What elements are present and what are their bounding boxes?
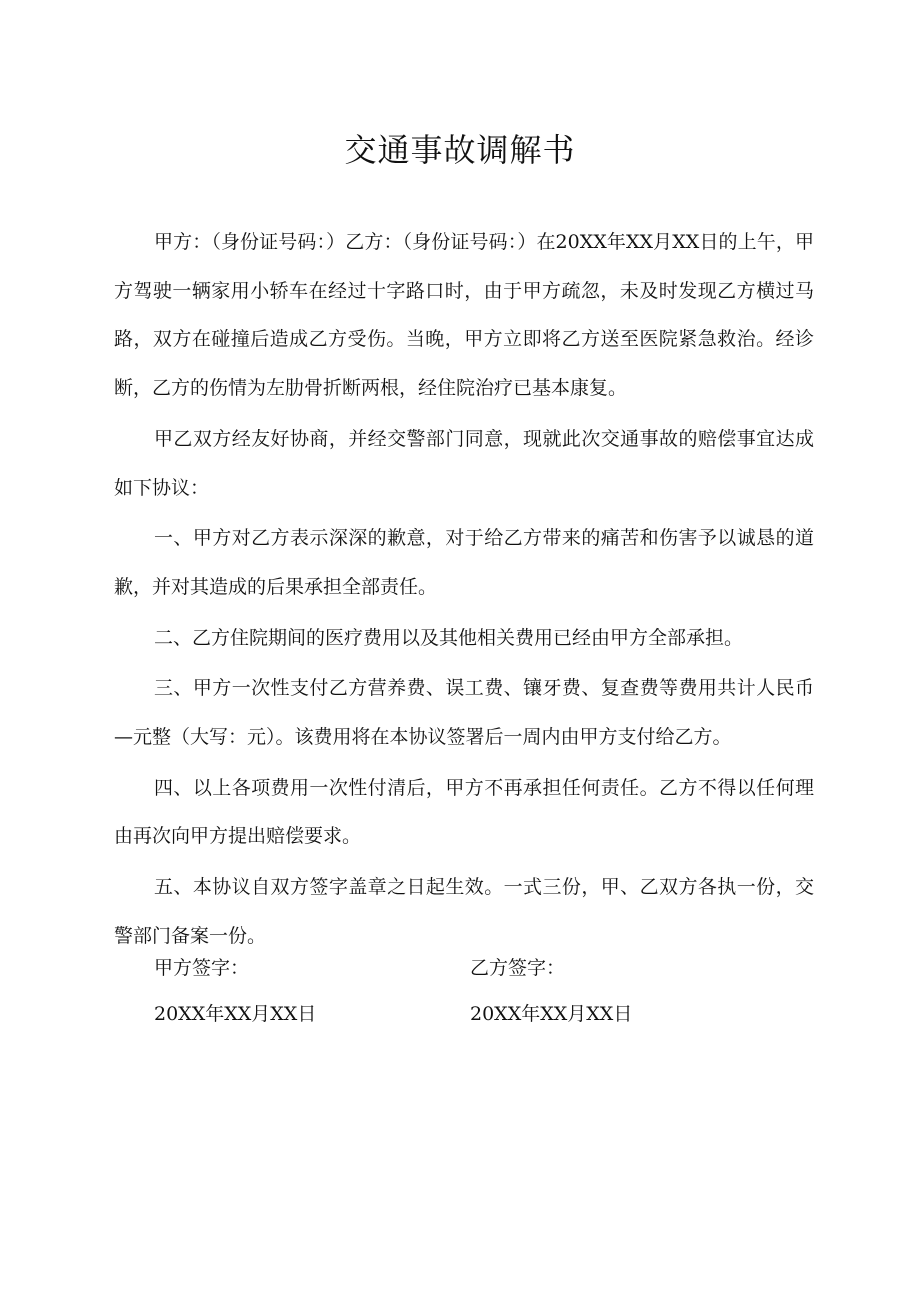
party-b-date: 20XX年XX月XX日 [470,1003,633,1025]
clause-4: 四、以上各项费用一次性付清后，甲方不再承担任何责任。乙方不得以任何理由再次向甲方提出赔偿要求。 [114,776,814,848]
party-b-signature-label: 乙方签字： [470,957,566,979]
paragraph-incident: 甲方：（身份证号码：）乙方：（身份证号码：）在20XX年XX月XX日的上午，甲方驾驶一辆家用小轿车在经过十字路口时，由于甲方疏忽，未及时发现乙方横过马路，双方在碰撞后造成乙方受伤。当晚，甲方立即将乙方送至医院紧急救治。经诊断，乙方的伤情为左肋骨折断两根，经住院治疗已基本康复。 [114,231,814,400]
clause-5: 五、本协议自双方签字盖章之日起生效。一式三份，甲、乙双方各执一份，交警部门备案一份。 [114,876,814,947]
document-title: 交通事故调解书 [344,131,576,169]
party-a-date: 20XX年XX月XX日 [154,1003,317,1025]
party-a-signature-label: 甲方签字： [154,957,250,979]
paragraph-negotiation: 甲乙双方经友好协商，并经交警部门同意，现就此次交通事故的赔偿事宜达成如下协议： [114,427,814,499]
clause-3: 三、甲方一次性支付乙方营养费、误工费、镶牙费、复查费等费用共计人民币—元整（大写：元）。该费用将在本协议签署后一周内由甲方支付给乙方。 [114,677,814,749]
clause-1: 一、甲方对乙方表示深深的歉意，对于给乙方带来的痛苦和伤害予以诚恳的道歉，并对其造成的后果承担全部责任。 [114,527,814,598]
document-body [114,218,814,963]
clause-2: 二、乙方住院期间的医疗费用以及其他相关费用已经由甲方全部承担。 [154,626,744,649]
